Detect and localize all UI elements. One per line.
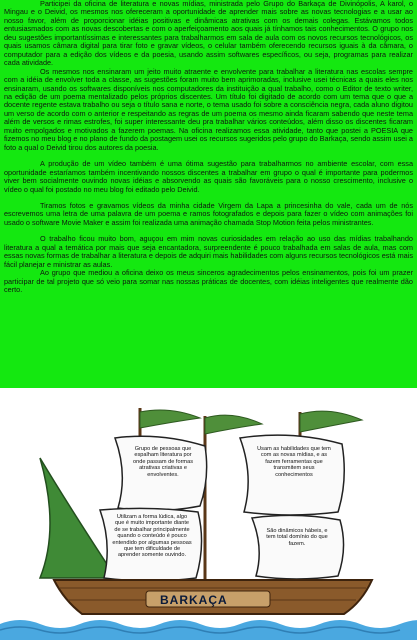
paragraph-1: Participei da oficina de literatura e novas mídias, ministrada pelo Grupo do Barkaça de Divinópolis, A karol, o Mingau e o Deivid, os mesmos nos ofereceram a oportunidade de aprender mais sobre as novas tecnologias e a usar ao nosso favor, além de proporcionar idéias positivas e dinâmicas atrativas com os demais colegas. Estávamos todos entusiasmados com as novas descobertas e com o aperfeiçoamento aos quais já tínhamos tais conhecimentos. O grupo nos deu sugestões importantíssimas e interessantes para trabalharmos em sala de aula com os novos recursos tecnológicos, os quais usamos câmara digital para tirar foto e gravar vídeos, o celular também oferecendo recursos iguais à da câmara, o computador para a edição dos vídeos e da poesia, usando assim softwares específicos, ou seja, programas para realizar cada atividade. xyxy=(4,0,413,68)
flag-center xyxy=(205,415,262,434)
sail-right-lower-text: São dinâmicos hábeis, e tem total domínio do que fazem. xyxy=(266,528,328,547)
paragraph-5: O trabalho ficou muito bom, aguçou em mim novas curiosidades em relação ao uso das mídias trabalhando literatura a qual a temática por mais que seja encantadora, surpreendente é pouco trabalhada em salas de aula, mas com essas novas formas de trabalhar a literatura e depois de adquiri mais habilidades com alguns recursos tecnológicos está mais fácil planejar e ministrar as aulas. xyxy=(4,234,413,269)
sail-left-text: Grupo de pessoas que espalham literatura por onde passam de formas atrativas criativas e envolventes. xyxy=(132,446,193,478)
paragraph-4: Tiramos fotos e gravamos vídeos da minha cidade Virgem da Lapa a princesinha do vale, cada um de nós escrevemos uma letra de uma palavra de um poema e ramos fotografados e depois para fazer o vídeo com animações foi usado o software Movie Maker e assim foi realizada uma animação chamada Stop Motion feita pelos ministrantes. xyxy=(4,200,413,227)
sea-waves xyxy=(0,620,417,640)
paragraph-2: Os mesmos nos ensinaram um jeito muito atraente e envolvente para trabalhar a literatura nas escolas sempre com a idéia de envolver toda a classe, as sugestões foram muito bem aprimoradas, inclusive usei técnicas a quais eles nos ensinaram, usando os softwares disponíveis nos computadores da instituição a qual trabalho, como o Editor de texto writer, na edição de um poema mentalizado pelos próprios discentes. Um título foi digitado de acordo com um tema que o que a docente regente estava trabalho ou seja o título sana e norte, o tema usado foi sobre a consciência negra, cada aluno digitou um verso de acordo com o anterior e respeitando as regras de um poema os mesmo ainda ficaram sabendo que neste tema além de versos e rimas estrofes, foi super interessante deu pra trabalhar vários conteúdos, além disso os discentes ficaram muito empolgados e motivados a fazerem poemas. Na oficina realizamos essa atividade, tanto que postei a POESIA que fizemos no meu blog e no plano de fundo da postagem usei os recursos sugeridos pelo grupo do Barkaça, sendo assim usei a foto a qual o Deivid tirou dos autores da poesia. xyxy=(4,66,413,152)
sail-center-text: Utilizam a forma lúdica, algo que é muito importante diante de se trabalhar principalmente quando o conteúdo é pouco entendido por algumas pessoas que tem dificuldade de aprender somente ouvindo. xyxy=(112,514,192,559)
paragraph-3: A produção de um vídeo também é uma ótima sugestão para trabalharmos no ambiente escolar, com essa oportunidade estaríamos também incentivando nossos discentes a trabalhar em grupo o qual é importante para podermos viver bem socialmente ouvindo novas idéias e absorvendo as quais são favoráveis para o nosso crescimento, inclusive o vídeo o qual foi postado no meu blog foi editado pelo Deivid. xyxy=(4,159,413,194)
boat-name: BARKAÇA xyxy=(160,593,228,607)
flag-right xyxy=(300,411,362,432)
barkaca-boat-illustration xyxy=(0,388,417,640)
flag-left xyxy=(140,410,200,428)
article-body xyxy=(4,0,413,388)
sail-right-text: Usam as habilidades que tem com as novas mídias, e as fazem ferramentas que transmitem seus conhecimentos xyxy=(257,446,331,478)
paragraph-6: Ao grupo que mediou a oficina deixo os meus sinceros agradecimentos pelos ensinamentos, pois foi um prazer participar de tal projeto que só veio para somar nas nossas práticas de docentes, com idéias inteligentes que realmente dão certo. xyxy=(4,268,413,295)
